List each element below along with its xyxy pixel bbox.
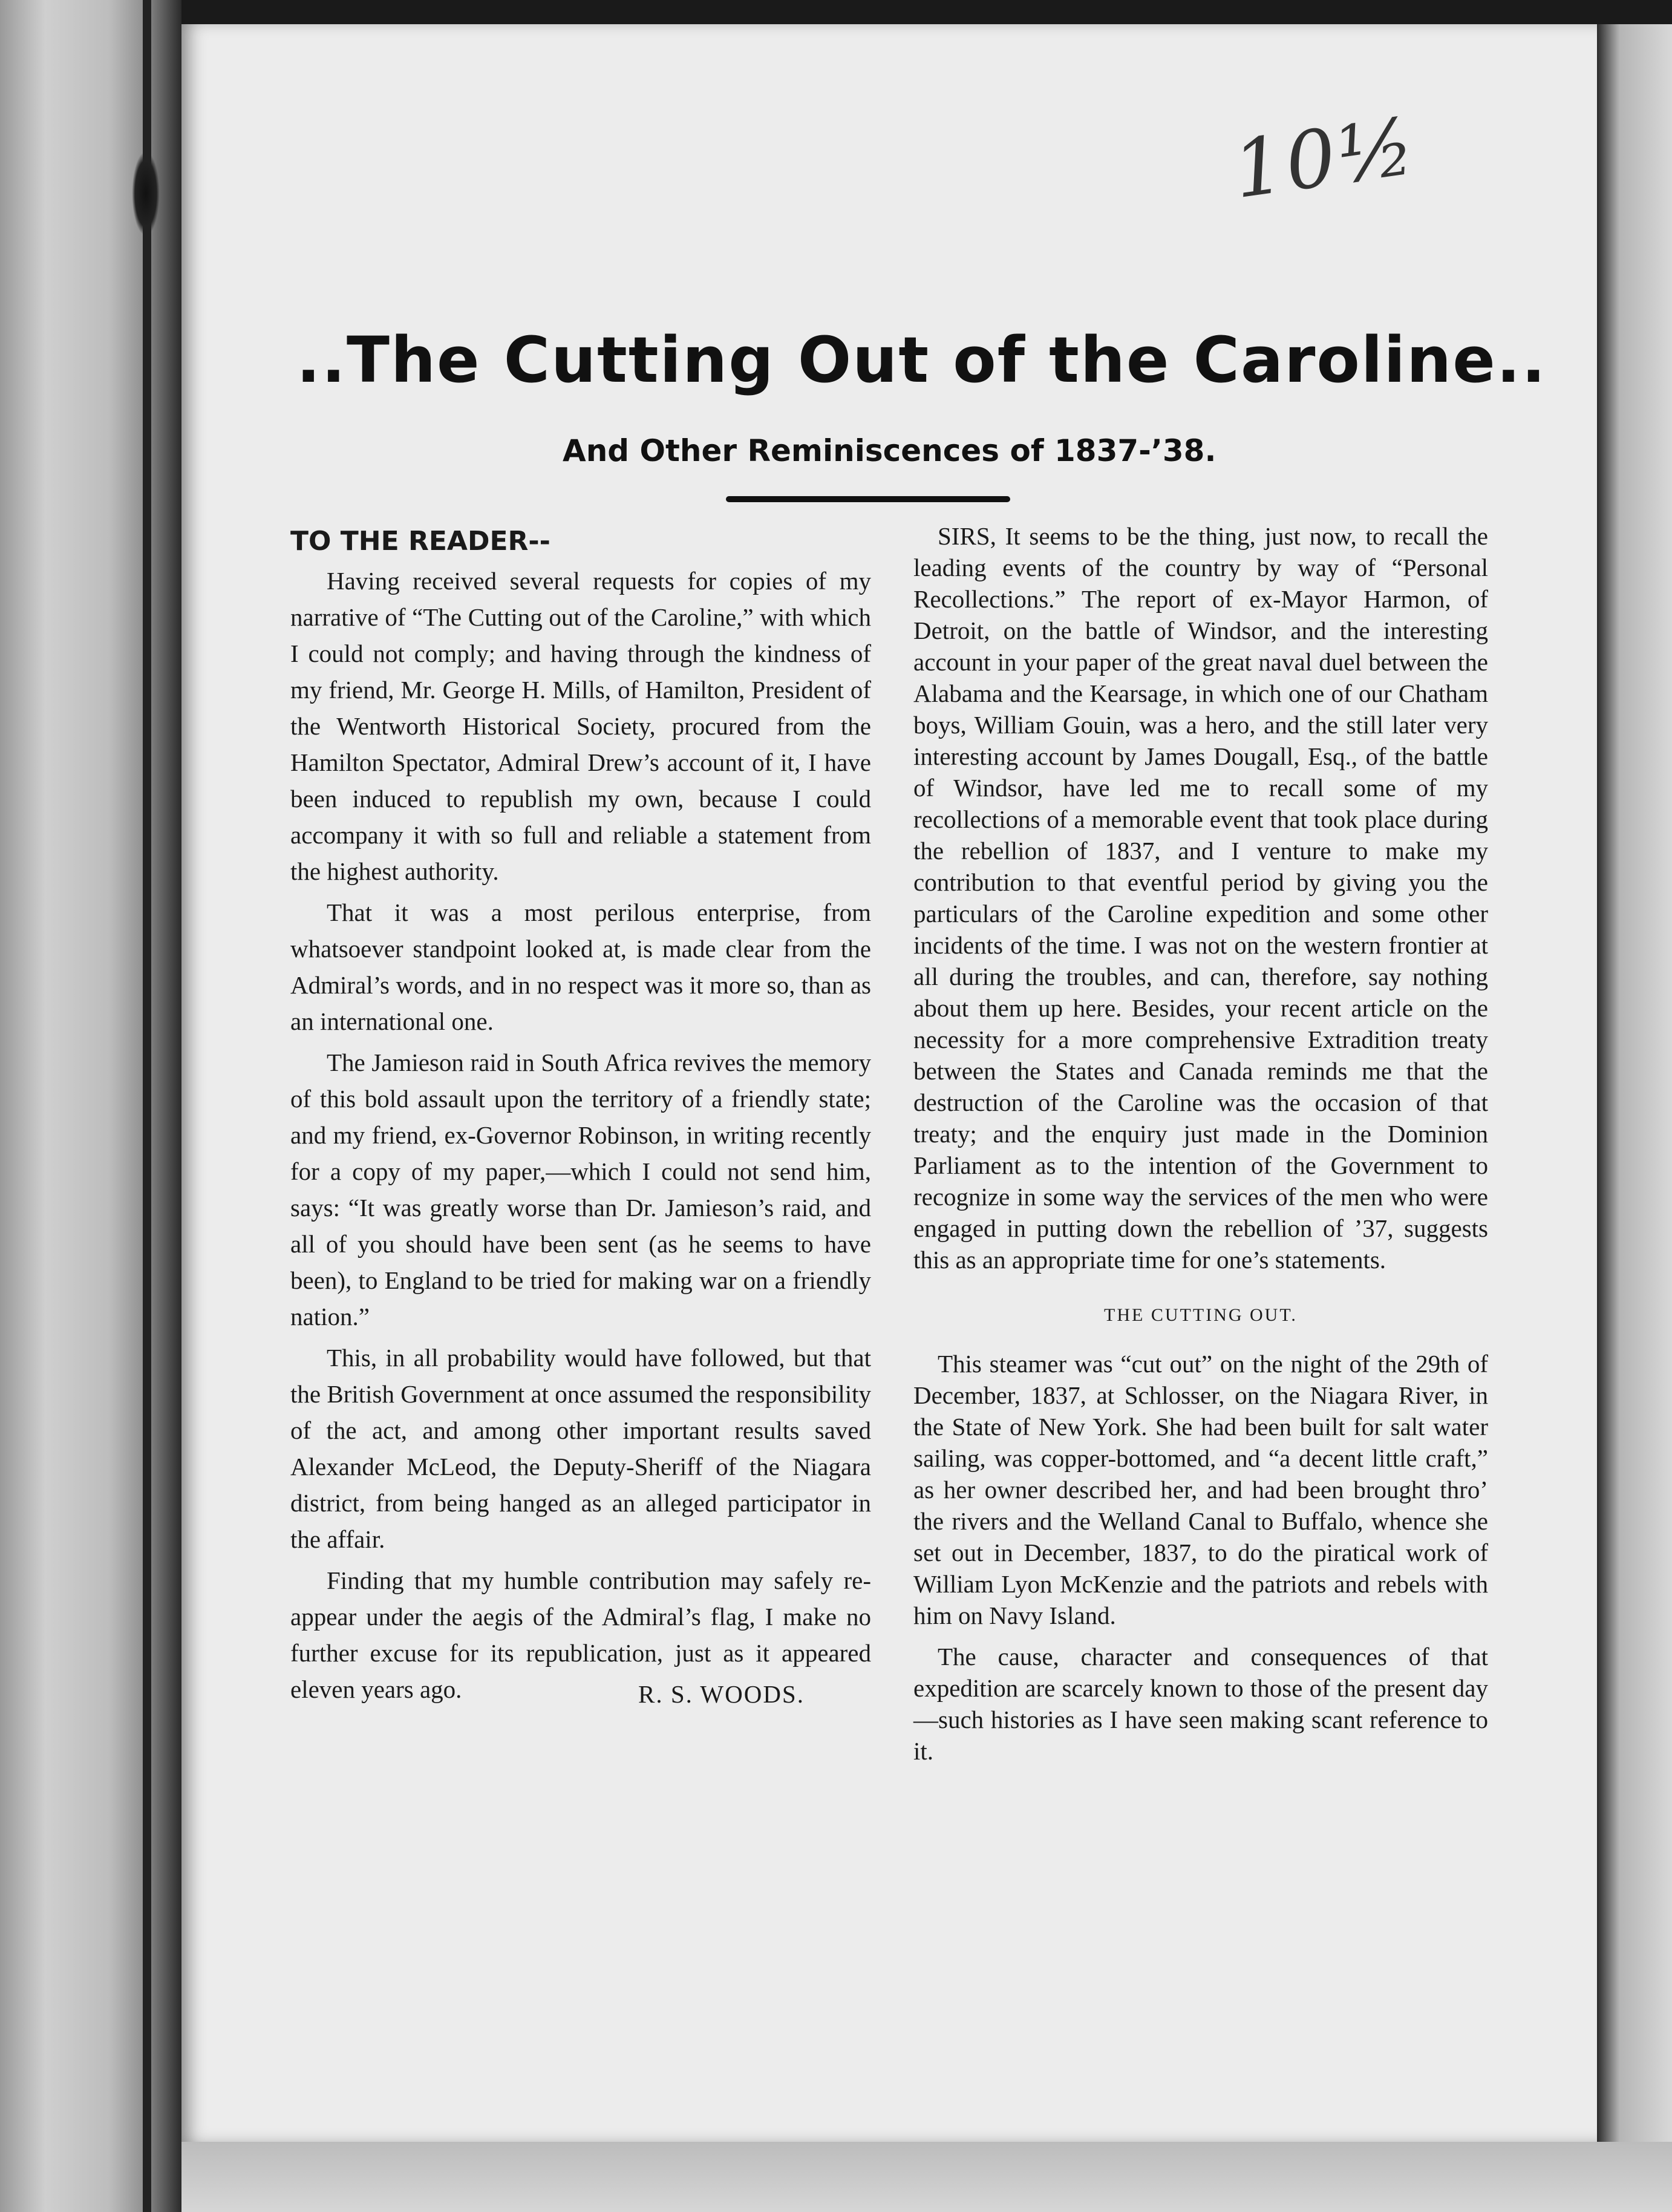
binding-thread (132, 151, 160, 236)
paragraph: Finding that my humble contribution may safely re-appear under the aegis of the Admiral’s flag, I make no further excuse for its republication, just as it appeared eleven years ago. (290, 1566, 871, 1703)
letter-intro: SIRS, It seems to be the thing, just now, to recall the leading events of the country by way of “Personal Recollections.” The report of ex-Mayor Harmon, of Detroit, on the battle of Windsor, and the interesting account in your paper of the great naval duel between the Alabama and the Kearsage, in which one of our Chatham boys, William Gouin, was a hero, and the still later very interesting account by James Dougall, Esq., of the battle of Windsor, have led me to recall some of my recollections of a memorable event that took place during the rebellion of 1837, and I venture to make my contribution to that eventful period by giving you the particulars of the Caroline expedition and some other incidents of the time. I was not on the western frontier at all during the troubles, and can, therefore, say nothing about them up here. Besides, your recent article on the necessity for a more comprehensive Extradition treaty between the States and Canada reminds me that the destruction of the Caroline was the occasion of that treaty; and the enquiry just made in the Dominion Parliament as to the intention of the Government to recognize in some way the services of the men who were engaged in putting down the rebellion of ’37, suggests this as an appropriate time for one’s statements. (913, 522, 1488, 1274)
document-title: ..The Cutting Out of the Caroline.. (296, 323, 1547, 397)
binding-line (143, 0, 151, 2212)
reader-heading: TO THE READER-- (290, 526, 550, 557)
bottom-page-edge (181, 2142, 1672, 2212)
paragraph: The cause, character and consequences of that expedition are scarcely known to those of the present day—such histories as I have seen making scant reference to it. (913, 1643, 1488, 1765)
author-signature: R. S. WOODS. (638, 1680, 805, 1708)
right-page-edge (1597, 24, 1672, 2212)
paragraph: The Jamieson raid in South Africa revives the memory of this bold assault upon the territory of a friendly state; and my friend, ex-Governor Robinson, in writing recently for a copy of my paper,—which I could not send him, says: “It was greatly worse than Dr. Jamieson’s raid, and all of you should have been sent (as he seems to have been), to England to be tried for making war on a friendly nation.” (290, 1049, 871, 1330)
document-subtitle: And Other Reminiscences of 1837-’38. (563, 433, 1216, 468)
title-divider (726, 496, 1010, 502)
left-column (290, 520, 871, 1712)
section-heading: THE CUTTING OUT. (1104, 1305, 1298, 1325)
paragraph: That it was a most perilous enterprise, from whatsoever standpoint looked at, is made clear from the Admiral’s words, and in no respect was it more so, than as an international one. (290, 898, 871, 1035)
paragraph: This, in all probability would have followed, but that the British Government at once assumed the responsibility of the act, and among other important results saved Alexander McLeod, the Deputy-Sheriff of the Niagara district, from being hanged as an alleged participator in the affair. (290, 1344, 871, 1553)
previous-page-edge (0, 0, 181, 2212)
paragraph: This steamer was “cut out” on the night of the 29th of December, 1837, at Schlosser, on the Niagara River, in the State of New York. She had been built for salt water sailing, was copper-bottomed, and “a decent little craft,” as her owner described her, and had been brought thro’ the rivers and the Welland Canal to Buffalo, whence she set out in December, 1837, to do the piratical work of William Lyon McKenzie and the patriots and rebels with him on Navy Island. (913, 1350, 1488, 1629)
handwritten-margin-note: 10½ (1227, 99, 1422, 217)
paragraph: Having received several requests for copies of my narrative of “The Cutting out of the Caroline,” with which I could not comply; and having through the kindness of my friend, Mr. George H. Mills, of Hamilton, President of the Wentworth Historical Society, procured from the Hamilton Spectator, Admiral Drew’s account of it, I have been induced to republish my own, because I could accompany it with so full and reliable a statement from the highest authority. (290, 567, 871, 885)
right-column (913, 520, 1488, 1776)
